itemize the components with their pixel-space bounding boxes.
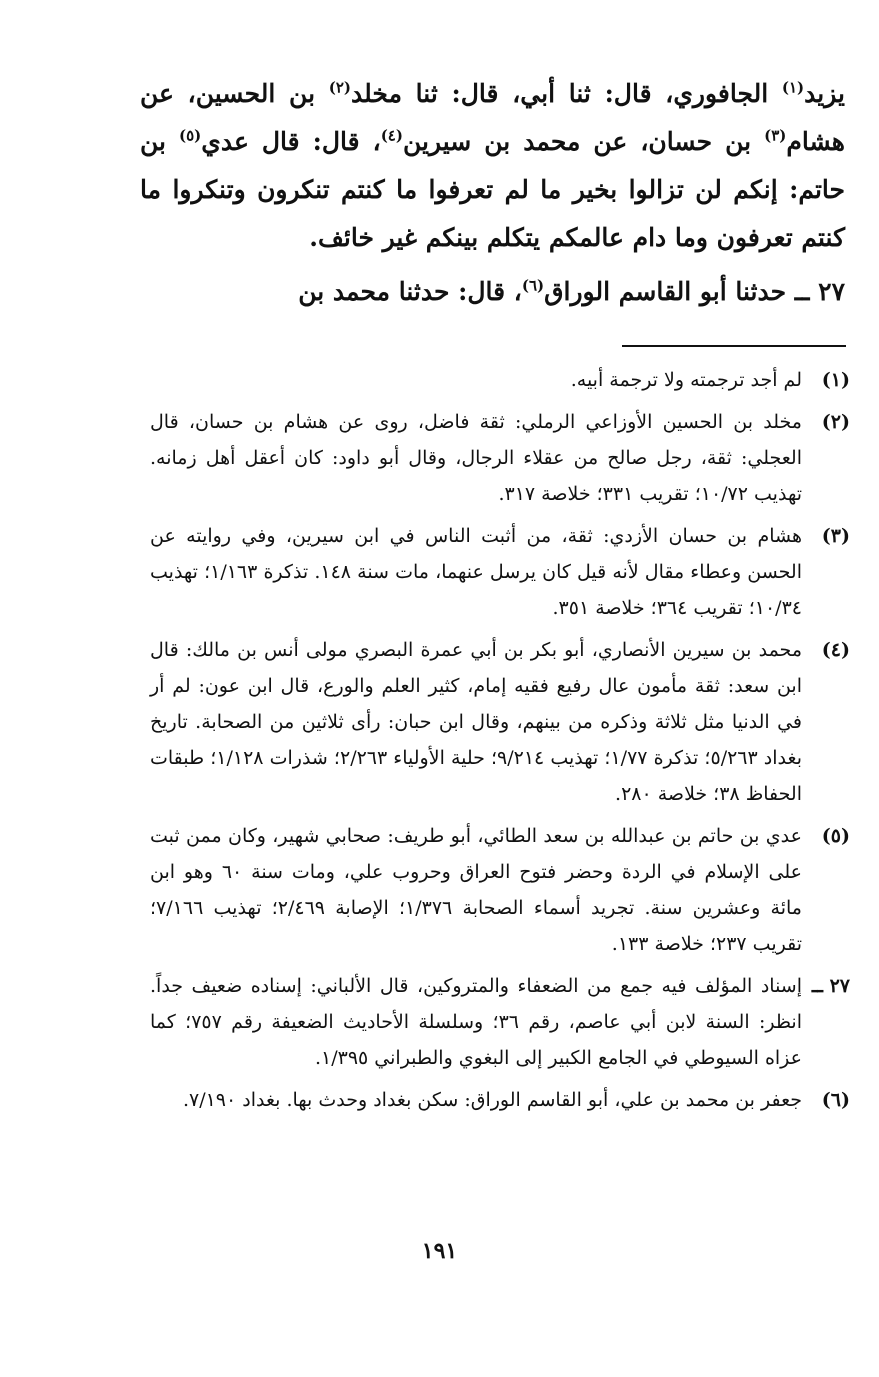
footnote-5 bbox=[150, 818, 850, 962]
footnote-4 bbox=[150, 632, 850, 812]
main-text bbox=[140, 70, 845, 316]
footnote-number: (٤) bbox=[821, 639, 850, 661]
footnotes bbox=[150, 362, 850, 1124]
footnote-text: مخلد بن الحسين الأوزاعي الرملي: ثقة فاضل، روى عن هشام بن حسان، قال العجلي: ثقة، رجل صالح من عقلاء الرجال، وقال أبو داود: كان أعقل أهل زمانه. تهذيب ١٠/٧٢؛ تقريب ٣٣١؛ خلاصة ٣١٧. bbox=[150, 411, 802, 505]
footnote-text: محمد بن سيرين الأنصاري، أبو بكر بن أبي عمرة البصري مولى أنس بن مالك: قال ابن سعد: ثقة مأمون عال رفيع فقيه إمام، كثير العلم والورع، قال ابن عون: لم أر في الدنيا مثل ثلاثة وذكره من بينهم، وقال ابن حبان: رأى ثلاثين من الصحابة. تاريخ بغداد ٥/٢٦٣؛ تذكرة ١/٧٧؛ تهذيب ٩/٢١٤؛ حلية الأولياء ٢/٢٦٣؛ شذرات ١/١٢٨؛ طبقات الحفاظ ٣٨؛ خلاصة ٢٨٠. bbox=[150, 639, 802, 805]
text-run: ، قال: قال عدي bbox=[201, 127, 381, 156]
footnote-ref: (٢) bbox=[328, 78, 352, 97]
footnote-number: (٦) bbox=[821, 1089, 850, 1111]
footnote-ref: (٦) bbox=[521, 276, 545, 295]
footnote-number: (٢) bbox=[821, 411, 850, 433]
footnote-hadith-27 bbox=[150, 968, 850, 1076]
footnote-number: (١) bbox=[821, 369, 850, 391]
footnote-6 bbox=[150, 1082, 850, 1118]
footnote-ref: (٣) bbox=[764, 126, 787, 145]
text-run: ، قال: حدثنا محمد بن bbox=[298, 277, 522, 306]
text-run: ٢٧ ــ حدثنا أبو القاسم الوراق bbox=[544, 277, 845, 306]
text-run: يزيد bbox=[804, 79, 845, 108]
text-run: الجافوري، قال: ثنا أبي، قال: ثنا مخلد bbox=[351, 79, 782, 108]
footnote-text: جعفر بن محمد بن علي، أبو القاسم الوراق: سكن بغداد وحدث بها. بغداد ٧/١٩٠. bbox=[182, 1089, 802, 1111]
footnote-ref: (٥) bbox=[179, 126, 202, 145]
footnote-number: (٣) bbox=[821, 525, 850, 547]
text-run: بن حسان، عن محمد بن سيرين bbox=[402, 127, 765, 156]
text-run: بن الحسين، عن هشام bbox=[140, 79, 845, 156]
footnote-divider bbox=[622, 345, 846, 347]
footnote-text: لم أجد ترجمته ولا ترجمة أبيه. bbox=[570, 369, 802, 391]
text-run: بن حاتم: إنكم لن تزالوا بخير ما لم تعرفوا ما كنتم تنكرون وتنكروا ما كنتم تعرفون وما دام عالمكم يتكلم بينكم غير خائف. bbox=[140, 127, 845, 252]
hadith-27 bbox=[140, 268, 845, 316]
footnote-3 bbox=[150, 518, 850, 626]
page-number: ١٩١ bbox=[421, 1238, 458, 1264]
footnote-text: إسناد المؤلف فيه جمع من الضعفاء والمتروكين، قال الألباني: إسناده ضعيف جداً. انظر: السنة لابن أبي عاصم، رقم ٣٦؛ وسلسلة الأحاديث الضعيفة رقم ٧٥٧؛ كما عزاه السيوطي في الجامع الكبير إلى البغوي والطبراني ١/٣٩٥. bbox=[150, 975, 802, 1069]
footnote-2 bbox=[150, 404, 850, 512]
footnote-ref: (٤) bbox=[380, 126, 403, 145]
footnote-number: (٥) bbox=[821, 825, 850, 847]
main-paragraph bbox=[140, 70, 845, 262]
footnote-1 bbox=[150, 362, 850, 398]
footnote-ref: (١) bbox=[781, 78, 805, 97]
footnote-text: هشام بن حسان الأزدي: ثقة، من أثبت الناس في ابن سيرين، وفي روايته عن الحسن وعطاء مقال لأنه قيل كان يرسل عنهما، مات سنة ١٤٨. تذكرة ١/١٦٣؛ تهذيب ١٠/٣٤؛ تقريب ٣٦٤؛ خلاصة ٣٥١. bbox=[150, 525, 802, 619]
footnote-text: عدي بن حاتم بن عبدالله بن سعد الطائي، أبو طريف: صحابي شهير، وكان ممن ثبت على الإسلام في الردة وحضر فتوح العراق وحروب علي، ومات سنة ٦٠ وهو ابن مائة وعشرين سنة. تجريد أسماء الصحابة ١/٣٧٦؛ الإصابة ٢/٤٦٩؛ تهذيب ٧/١٦٦؛ تقريب ٢٣٧؛ خلاصة ١٣٣. bbox=[150, 825, 802, 955]
footnote-number: ٢٧ ــ bbox=[811, 975, 850, 997]
